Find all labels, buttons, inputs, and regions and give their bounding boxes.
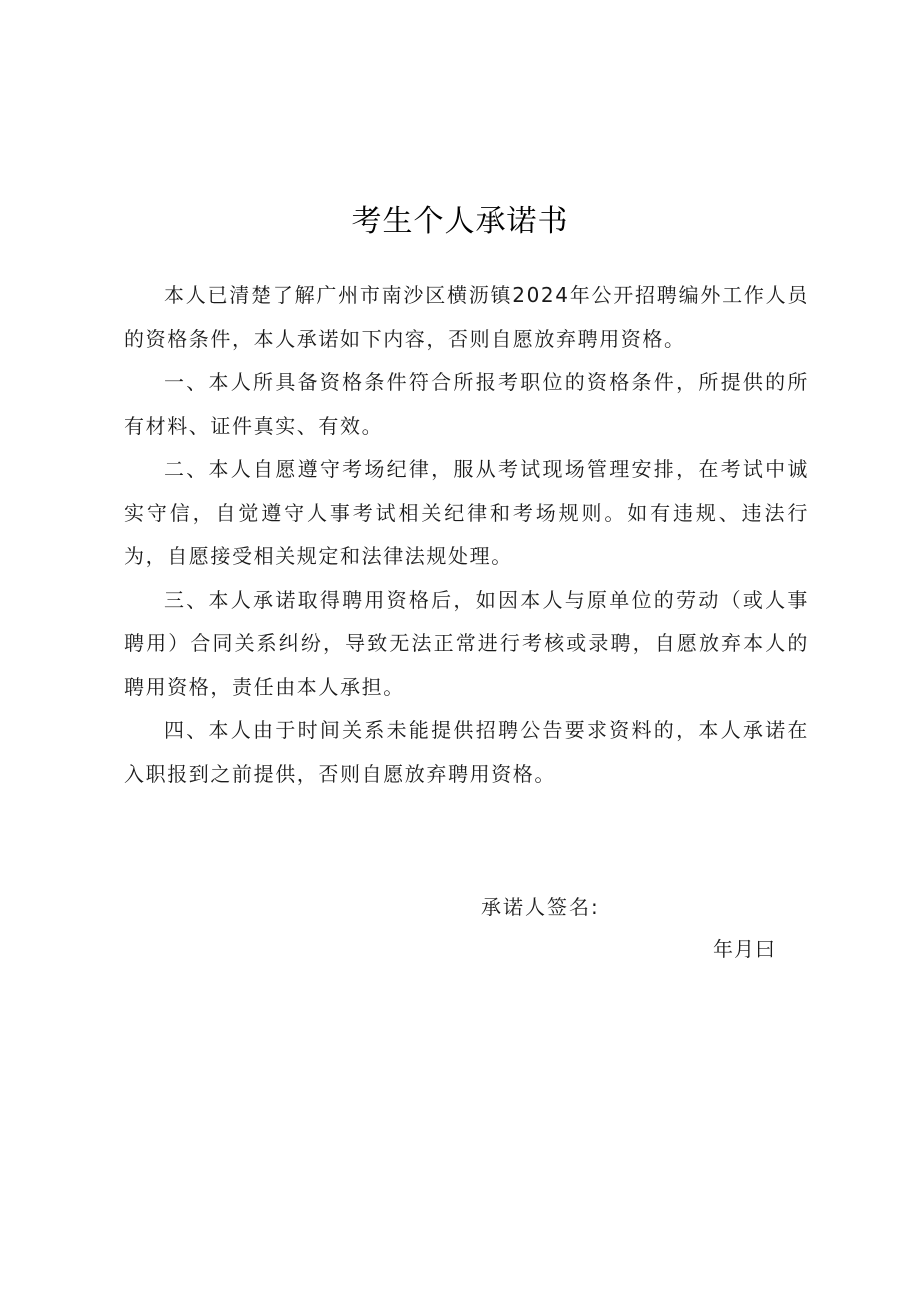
intro-paragraph: 本人已清楚了解广州市南沙区横沥镇2024年公开招聘编外工作人员的资格条件，本人承诺如下内容，否则自愿放弃聘用资格。 — [124, 283, 809, 351]
commitment-item-4: 四、本人由于时间关系未能提供招聘公告要求资料的，本人承诺在入职报到之前提供，否则自愿放弃聘用资格。 — [124, 718, 809, 786]
commitment-item-3: 三、本人承诺取得聘用资格后，如因本人与原单位的劳动（或人事聘用）合同关系纠纷，导致无法正常进行考核或录聘，自愿放弃本人的聘用资格，责任由本人承担。 — [124, 587, 809, 699]
date-label: 年月曰 — [713, 937, 776, 961]
signature-label: 承诺人签名: — [481, 895, 600, 919]
commitment-item-1: 一、本人所具备资格条件符合所报考职位的资格条件，所提供的所有材料、证件真实、有效。 — [124, 370, 809, 438]
commitment-item-2: 二、本人自愿遵守考场纪律，服从考试现场管理安排，在考试中诚实守信，自觉遵守人事考试相关纪律和考场规则。如有违规、违法行为，自愿接受相关规定和法律法规处理。 — [124, 457, 809, 568]
document-title: 考生个人承诺书 — [351, 204, 569, 239]
document-body — [124, 274, 809, 796]
